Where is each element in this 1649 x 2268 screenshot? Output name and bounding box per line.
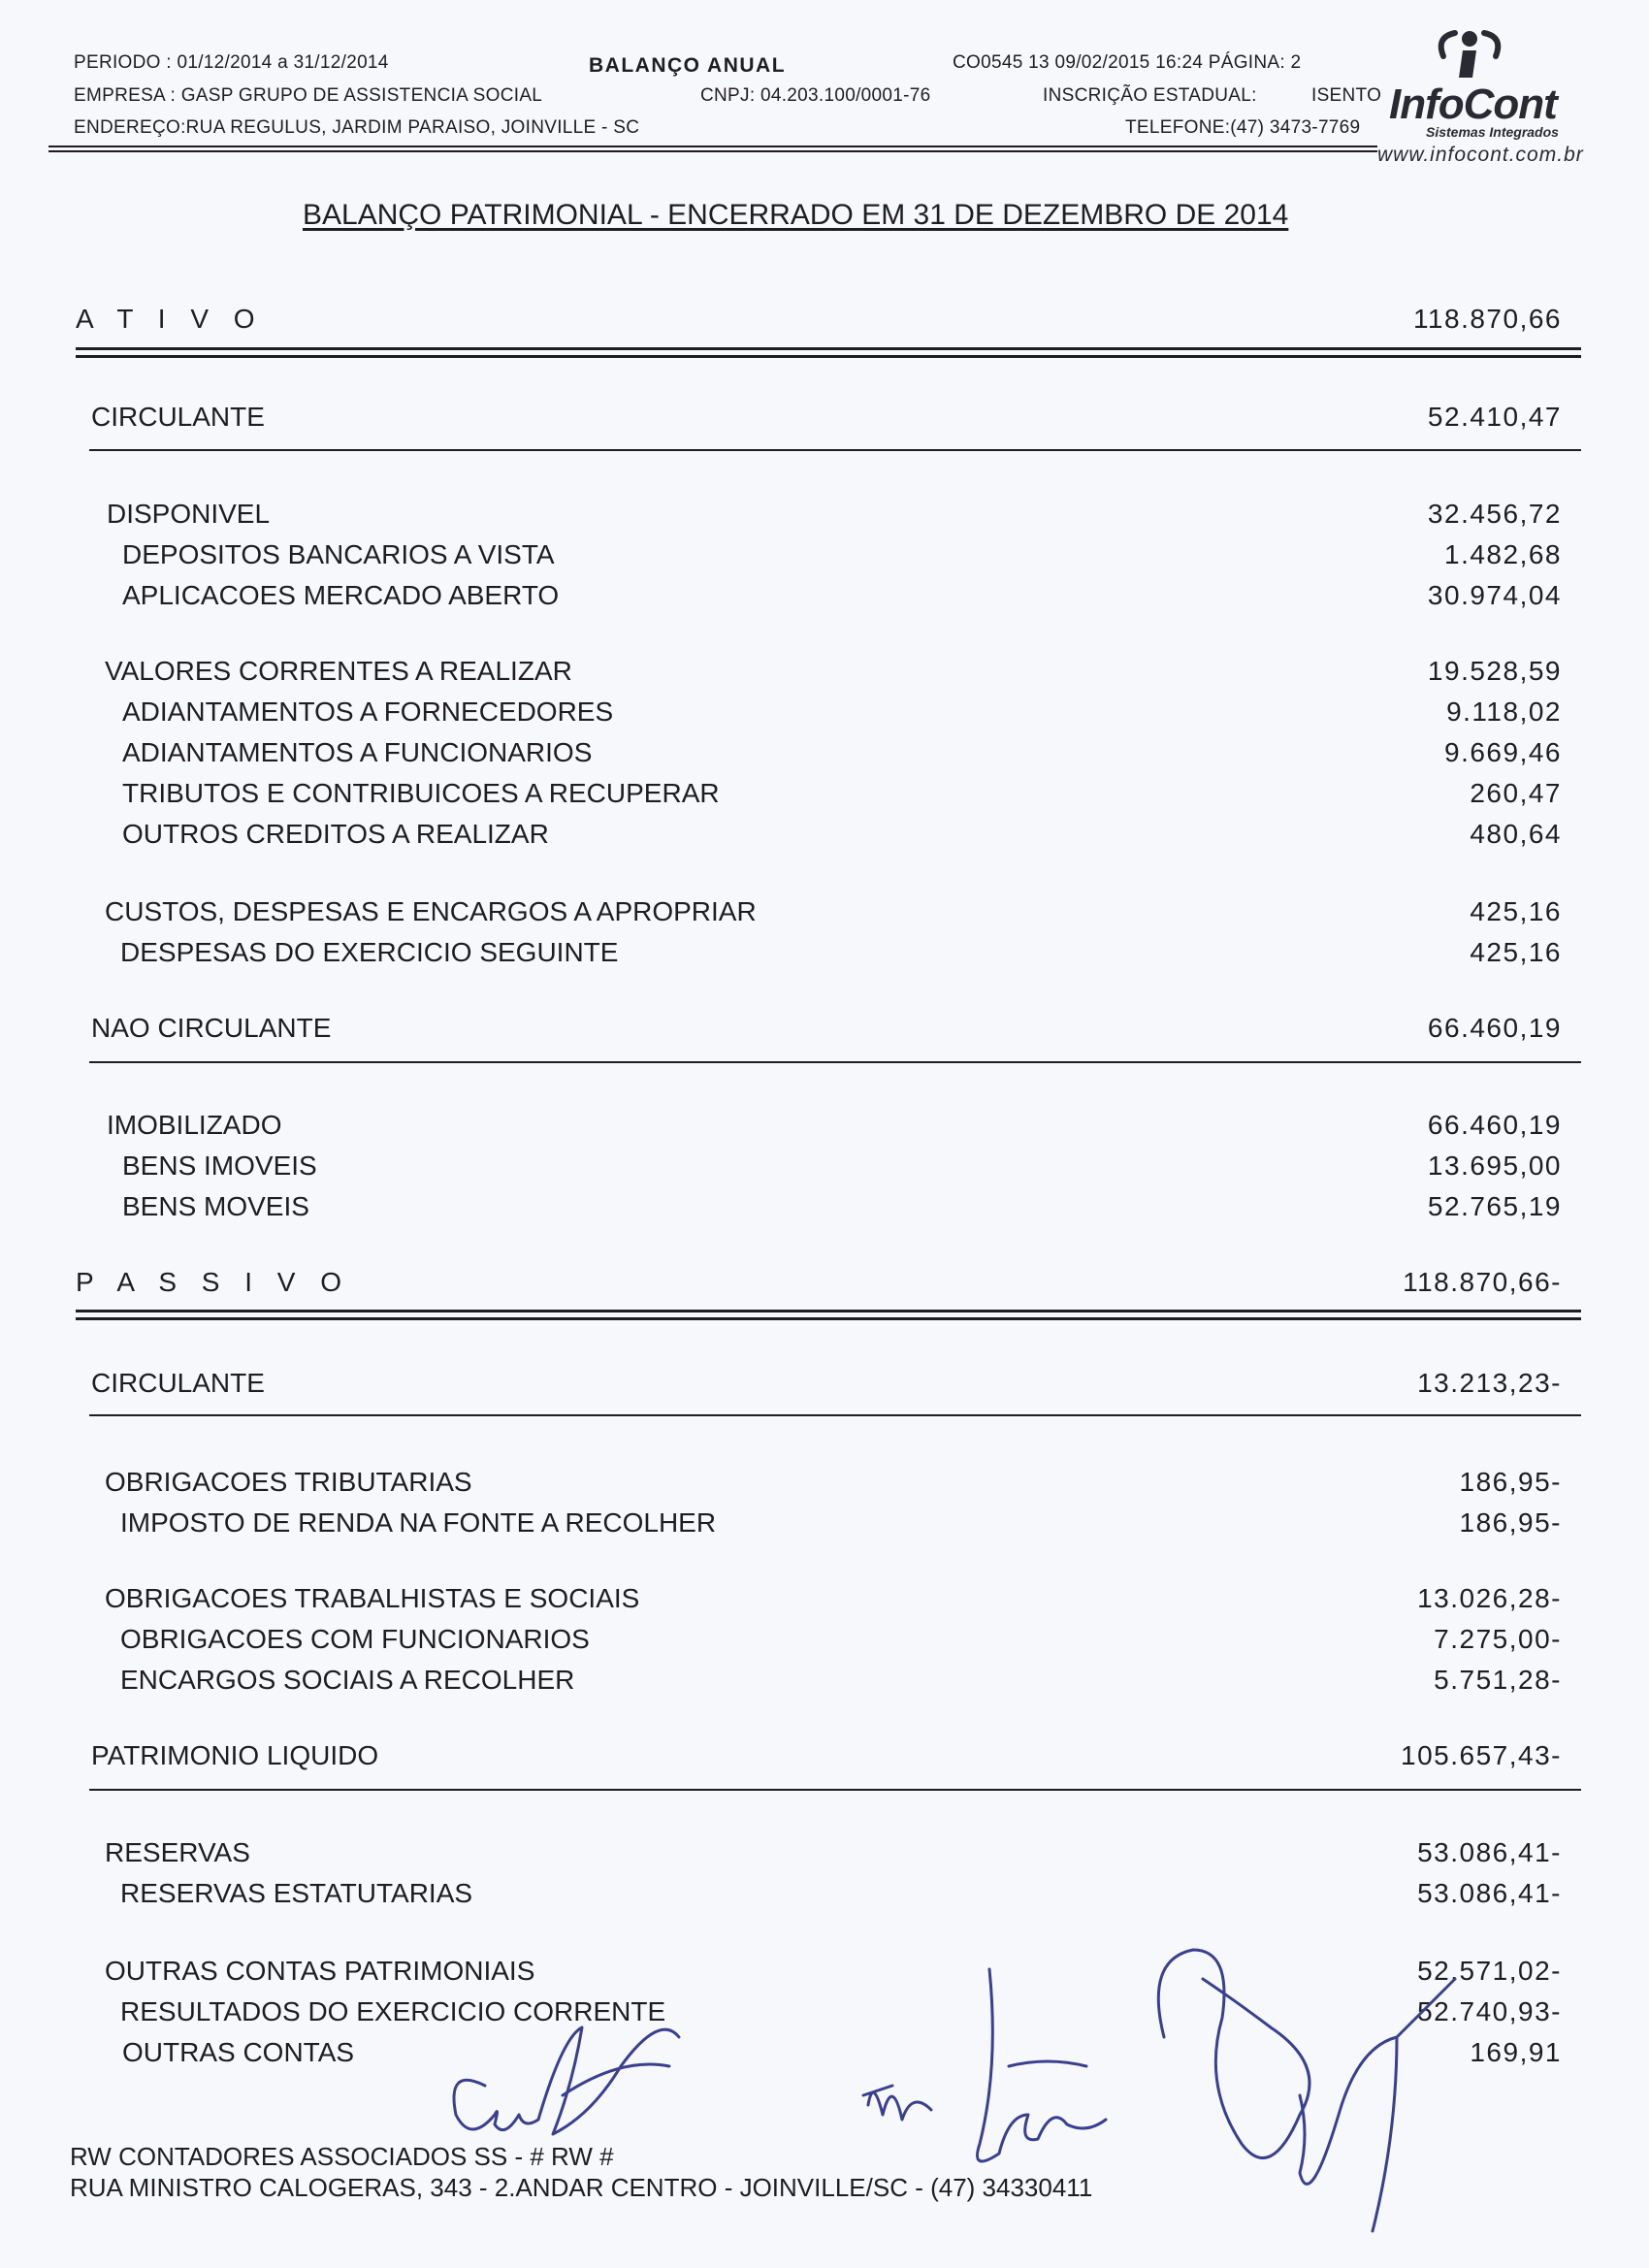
row-label: DESPESAS DO EXERCICIO SEGUINTE bbox=[120, 937, 619, 967]
row-value: 52.410,47 bbox=[1427, 402, 1562, 432]
row-obrig-funcionarios bbox=[68, 1620, 1562, 1659]
passivo-double-rule-2 bbox=[76, 1317, 1581, 1320]
row-value: 52.765,19 bbox=[1427, 1191, 1562, 1221]
row-value: 425,16 bbox=[1470, 896, 1562, 926]
row-label: RESERVAS ESTATUTARIAS bbox=[120, 1878, 473, 1908]
row-value: 9.669,46 bbox=[1444, 737, 1562, 767]
phone-text: TELEFONE:(47) 3473-7769 bbox=[1125, 117, 1361, 138]
circulante-rule bbox=[89, 449, 1581, 451]
row-valores-realizar bbox=[68, 652, 1562, 691]
row-value: 52.740,93- bbox=[1417, 1996, 1562, 2026]
passivo-double-rule bbox=[76, 1310, 1581, 1312]
report-title: BALANÇO PATRIMONIAL - ENCERRADO EM 31 DE DEZEMBRO DE 2014 bbox=[303, 199, 1289, 231]
row-obrig-tributarias bbox=[68, 1463, 1562, 1502]
row-label: A T I V O bbox=[76, 304, 264, 334]
row-label: BENS IMOVEIS bbox=[122, 1150, 317, 1181]
row-label: RESERVAS bbox=[105, 1837, 250, 1867]
row-label: ADIANTAMENTOS A FUNCIONARIOS bbox=[122, 737, 593, 767]
row-label: DISPONIVEL bbox=[107, 499, 271, 529]
row-ativo-circulante bbox=[68, 398, 1562, 437]
row-value: 66.460,19 bbox=[1427, 1110, 1562, 1140]
row-imposto-renda bbox=[68, 1504, 1562, 1542]
row-label: OUTROS CREDITOS A REALIZAR bbox=[122, 819, 549, 849]
state-registration-value: ISENTO bbox=[1311, 85, 1382, 106]
row-tributos-recuperar bbox=[68, 774, 1562, 813]
row-value: 13.026,28- bbox=[1417, 1583, 1562, 1613]
row-value: 5.751,28- bbox=[1434, 1665, 1562, 1695]
row-adiant-fornecedores bbox=[68, 693, 1562, 731]
row-bens-imoveis bbox=[68, 1147, 1562, 1185]
row-passivo-circulante bbox=[68, 1364, 1562, 1403]
row-value: 118.870,66 bbox=[1412, 304, 1562, 334]
row-label: ADIANTAMENTOS A FORNECEDORES bbox=[122, 697, 614, 727]
row-aplicacoes bbox=[68, 576, 1562, 615]
report-code-text: CO0545 13 09/02/2015 16:24 PÁGINA: 2 bbox=[953, 52, 1302, 73]
row-label: P A S S I V O bbox=[76, 1267, 351, 1297]
row-label: IMPOSTO DE RENDA NA FONTE A RECOLHER bbox=[120, 1507, 717, 1538]
row-value: 425,16 bbox=[1470, 937, 1562, 967]
footer-accountant: RW CONTADORES ASSOCIADOS SS - # RW # bbox=[70, 2142, 614, 2171]
row-label: ENCARGOS SOCIAIS A RECOLHER bbox=[120, 1665, 575, 1695]
footer-address: RUA MINISTRO CALOGERAS, 343 - 2.ANDAR CENTRO - JOINVILLE/SC - (47) 34330411 bbox=[70, 2173, 1093, 2202]
row-despesas-exercicio bbox=[68, 933, 1562, 972]
row-patrimonio-liquido bbox=[68, 1736, 1562, 1775]
nao-circulante-rule bbox=[89, 1061, 1581, 1063]
ativo-double-rule-2 bbox=[76, 355, 1581, 358]
row-label: OBRIGACOES COM FUNCIONARIOS bbox=[120, 1624, 590, 1654]
row-value: 32.456,72 bbox=[1427, 499, 1562, 529]
row-label: OBRIGACOES TRIBUTARIAS bbox=[105, 1467, 472, 1497]
row-label: NAO CIRCULANTE bbox=[91, 1013, 332, 1043]
row-outros-creditos bbox=[68, 815, 1562, 854]
row-custos-apropriar bbox=[68, 892, 1562, 931]
row-value: 480,64 bbox=[1470, 819, 1562, 849]
ativo-double-rule bbox=[76, 347, 1581, 350]
row-value: 169,91 bbox=[1470, 2037, 1562, 2067]
header-divider-2 bbox=[48, 150, 1377, 152]
row-imobilizado bbox=[68, 1106, 1562, 1145]
row-value: 105.657,43- bbox=[1401, 1740, 1562, 1770]
patrimonio-rule bbox=[89, 1789, 1581, 1791]
row-label: BENS MOVEIS bbox=[122, 1191, 309, 1221]
row-reservas-estatutarias bbox=[68, 1874, 1562, 1913]
row-label: CUSTOS, DESPESAS E ENCARGOS A APROPRIAR bbox=[105, 896, 757, 926]
row-reservas bbox=[68, 1833, 1562, 1872]
row-depositos bbox=[68, 535, 1562, 574]
row-label: PATRIMONIO LIQUIDO bbox=[91, 1740, 379, 1770]
row-obrig-trabalhistas bbox=[68, 1579, 1562, 1618]
address-text: ENDEREÇO:RUA REGULUS, JARDIM PARAISO, JOINVILLE - SC bbox=[74, 117, 640, 138]
row-value: 52.571,02- bbox=[1417, 1956, 1562, 1986]
row-value: 7.275,00- bbox=[1434, 1624, 1562, 1654]
cnpj-text: CNPJ: 04.203.100/0001-76 bbox=[700, 85, 931, 106]
row-value: 260,47 bbox=[1470, 778, 1562, 808]
row-label: IMOBILIZADO bbox=[107, 1110, 282, 1140]
row-value: 19.528,59 bbox=[1427, 656, 1562, 686]
row-label: TRIBUTOS E CONTRIBUICOES A RECUPERAR bbox=[122, 778, 720, 808]
infocont-logo-icon bbox=[1426, 27, 1513, 81]
row-value: 186,95- bbox=[1459, 1467, 1562, 1497]
row-encargos-sociais bbox=[68, 1661, 1562, 1700]
row-label: OBRIGACOES TRABALHISTAS E SOCIAIS bbox=[105, 1583, 640, 1613]
row-value: 186,95- bbox=[1459, 1507, 1562, 1538]
row-value: 66.460,19 bbox=[1427, 1013, 1562, 1043]
row-ativo bbox=[68, 300, 1562, 339]
company-text: EMPRESA : GASP GRUPO DE ASSISTENCIA SOCIAL bbox=[74, 85, 543, 106]
row-label: APLICACOES MERCADO ABERTO bbox=[122, 580, 560, 610]
row-adiant-funcionarios bbox=[68, 733, 1562, 772]
period-text: PERIODO : 01/12/2014 a 31/12/2014 bbox=[74, 52, 389, 73]
row-label: OUTRAS CONTAS PATRIMONIAIS bbox=[105, 1956, 535, 1986]
row-value: 30.974,04 bbox=[1427, 580, 1562, 610]
row-value: 9.118,02 bbox=[1446, 697, 1562, 727]
infocont-tagline: Sistemas Integrados bbox=[1426, 124, 1559, 140]
state-registration-label: INSCRIÇÃO ESTADUAL: bbox=[1043, 85, 1257, 106]
row-value: 1.482,68 bbox=[1444, 539, 1562, 569]
row-label: VALORES CORRENTES A REALIZAR bbox=[105, 656, 572, 686]
row-label: CIRCULANTE bbox=[91, 1368, 265, 1398]
row-label: RESULTADOS DO EXERCICIO CORRENTE bbox=[120, 1996, 666, 2026]
infocont-logo-text: InfoCont bbox=[1389, 81, 1557, 128]
row-label: DEPOSITOS BANCARIOS A VISTA bbox=[122, 539, 555, 569]
row-nao-circulante bbox=[68, 1009, 1562, 1048]
passivo-circulante-rule bbox=[89, 1414, 1581, 1416]
row-bens-moveis bbox=[68, 1187, 1562, 1226]
document-title: BALANÇO ANUAL bbox=[589, 54, 787, 77]
row-value: 53.086,41- bbox=[1417, 1837, 1562, 1867]
row-label: OUTRAS CONTAS bbox=[122, 2037, 355, 2067]
infocont-url: www.infocont.com.br bbox=[1377, 144, 1584, 166]
row-disponivel bbox=[68, 495, 1562, 534]
row-value: 13.213,23- bbox=[1417, 1368, 1562, 1398]
header-divider bbox=[48, 146, 1377, 147]
row-passivo bbox=[68, 1263, 1562, 1302]
row-value: 13.695,00 bbox=[1427, 1150, 1562, 1181]
row-value: 53.086,41- bbox=[1417, 1878, 1562, 1908]
row-value: 118.870,66- bbox=[1403, 1267, 1562, 1297]
row-label: CIRCULANTE bbox=[91, 402, 265, 432]
